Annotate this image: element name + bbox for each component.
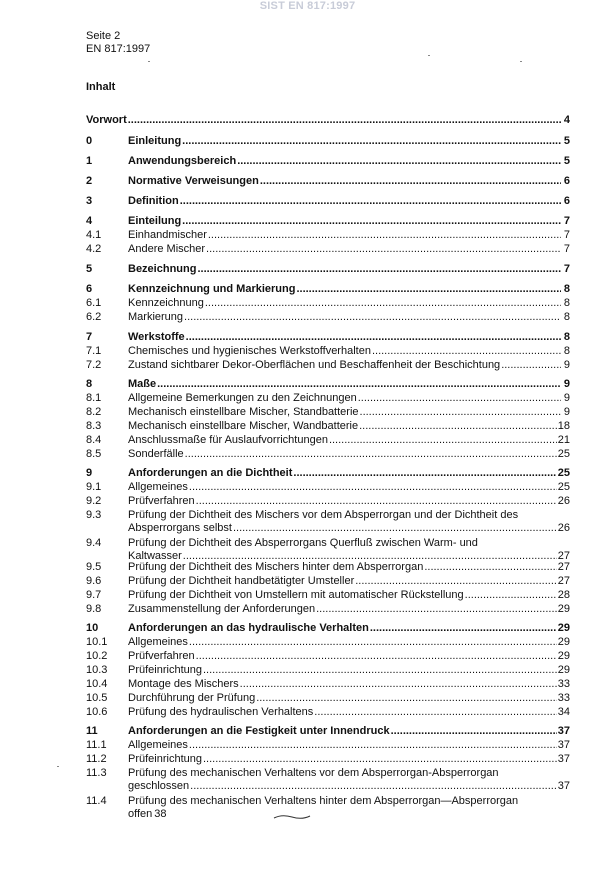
toc-entry-number: 5 <box>86 263 93 275</box>
toc-entry-number: 9.1 <box>86 481 102 493</box>
toc-entry-title: Prüfung der Dichtheit des Absperrorgans Querfluß zwischen Warm- und <box>128 537 478 549</box>
toc-dot-leader <box>233 522 557 535</box>
toc-entry-number: 10.1 <box>86 636 108 648</box>
toc-entry-title: Prüfung der Dichtheit von Umstellern mit automatischer Rückstellung <box>128 589 464 601</box>
scan-speck <box>148 61 150 62</box>
toc-entry-number: 6.2 <box>86 311 102 323</box>
toc-dot-leader <box>240 678 557 691</box>
toc-entry-number: 1 <box>86 155 93 167</box>
toc-entry-number: 10 <box>86 622 99 634</box>
toc-entry-number: 2 <box>86 175 93 187</box>
toc-entry-title: Mechanisch einstellbare Mischer, Standbatterie <box>128 406 359 418</box>
toc-entry-page: 26 <box>557 522 570 534</box>
toc-entry-title: Mechanisch einstellbare Mischer, Wandbatterie <box>128 420 359 432</box>
toc-dot-leader <box>203 753 557 766</box>
toc-entry-page: 34 <box>557 706 570 718</box>
toc-entry-page: 29 <box>557 636 570 648</box>
toc-entry-page: 37 <box>557 725 570 737</box>
toc-entry-number: 3 <box>86 195 93 207</box>
toc-entry-number: 4 <box>86 215 93 227</box>
toc-entry-page: 6 <box>563 195 570 207</box>
toc-entry-number: 8.2 <box>86 406 102 418</box>
toc-entry-number: 11.4 <box>86 795 107 807</box>
toc-entry-title: Anforderungen an die Festigkeit unter Innendruck <box>128 725 390 737</box>
toc-dot-leader <box>360 406 561 419</box>
toc-dot-leader <box>316 603 557 616</box>
toc-dot-leader <box>196 495 557 508</box>
toc-entry-title: Prüfverfahren <box>128 650 195 662</box>
toc-entry-page: 8 <box>563 311 570 323</box>
toc-entry-number: 8.4 <box>86 434 102 446</box>
toc-entry-title: Anwendungsbereich <box>128 155 237 167</box>
toc-dot-leader <box>501 359 561 372</box>
toc-dot-leader <box>256 692 557 705</box>
toc-entry-page: 33 <box>557 692 570 704</box>
toc-entry-page: 25 <box>557 481 570 493</box>
toc-entry-number: 0 <box>86 135 93 147</box>
toc-entry-number: 10.6 <box>86 706 108 718</box>
toc-entry-title-continued: offen <box>128 808 153 820</box>
toc-entry-title: Allgemeine Bemerkungen zu den Zeichnungen <box>128 392 357 404</box>
toc-entry-title: Vorwort <box>86 114 127 126</box>
toc-entry-number: 11.2 <box>86 753 107 765</box>
toc-entry-number: 6.1 <box>86 297 102 309</box>
toc-entry-title: Maße <box>128 378 157 390</box>
toc-entry-title: Definition <box>128 195 179 207</box>
toc-entry-page: 8 <box>563 331 570 343</box>
toc-entry-page: 5 <box>563 135 570 147</box>
toc-dot-leader <box>208 229 561 242</box>
watermark: SIST EN 817:1997 <box>259 0 356 12</box>
toc-dot-leader <box>424 561 556 574</box>
toc-entry-number: 8.1 <box>86 392 102 404</box>
scan-speck <box>428 55 430 56</box>
toc-entry-title: Zusammenstellung der Anforderungen <box>128 603 316 615</box>
scan-speck <box>57 766 59 767</box>
toc-entry-title: Einteilung <box>128 215 182 227</box>
toc-entry-page: 21 <box>557 434 570 446</box>
toc-entry-number: 10.2 <box>86 650 108 662</box>
toc-entry-number: 11 <box>86 725 98 737</box>
toc-dot-leader <box>296 283 561 296</box>
toc-dot-leader <box>186 331 561 344</box>
toc-entry-title: Durchführung der Prüfung <box>128 692 256 704</box>
toc-dot-leader <box>372 345 561 358</box>
toc-entry-title: Anschlussmaße für Auslaufvorrichtungen <box>128 434 328 446</box>
toc-entry-title: Prüfung des hydraulischen Verhaltens <box>128 706 314 718</box>
toc-entry-title: Bezeichnung <box>128 263 197 275</box>
toc-entry-page: 7 <box>563 215 570 227</box>
toc-entry-number: 7 <box>86 331 93 343</box>
toc-entry-title: Montage des Mischers <box>128 678 239 690</box>
scan-speck <box>520 61 522 62</box>
toc-entry-number: 10.4 <box>86 678 108 690</box>
toc-entry-title: Einleitung <box>128 135 182 147</box>
toc-dot-leader <box>182 135 561 148</box>
toc-entry-page: 25 <box>557 467 570 479</box>
toc-dot-leader <box>205 297 561 310</box>
toc-entry-number: 9 <box>86 467 93 479</box>
toc-entry-number: 10.5 <box>86 692 108 704</box>
toc-dot-leader <box>237 155 561 168</box>
toc-entry-number: 9.6 <box>86 575 102 587</box>
toc-entry-number: 7.2 <box>86 359 102 371</box>
toc-dot-leader <box>189 481 557 494</box>
toc-entry-title-continued: Absperrorgans selbst <box>128 522 232 534</box>
toc-dot-leader <box>206 243 561 256</box>
toc-entry-number: 8.5 <box>86 448 102 460</box>
toc-entry-number: 11.1 <box>86 739 107 751</box>
toc-entry-title: Normative Verweisungen <box>128 175 259 187</box>
toc-dot-leader <box>197 263 561 276</box>
toc-entry-page: 6 <box>563 175 570 187</box>
toc-entry-title: Prüfeinrichtung <box>128 664 202 676</box>
toc-entry-title: Anforderungen an die Dichtheit <box>128 467 293 479</box>
toc-entry-page: 27 <box>557 575 570 587</box>
toc-entry-title: Chemisches und hygienisches Werkstoffverhalten <box>128 345 371 357</box>
toc-dot-leader <box>358 392 561 405</box>
toc-dot-leader <box>359 420 557 433</box>
toc-entry-page: 8 <box>563 283 570 295</box>
toc-entry-title: Prüfverfahren <box>128 495 195 507</box>
toc-entry-number: 6 <box>86 283 93 295</box>
toc-entry-page: 29 <box>557 603 570 615</box>
toc-dot-leader <box>128 114 561 127</box>
toc-entry-page: 29 <box>557 650 570 662</box>
toc-entry-page: 25 <box>557 448 570 460</box>
toc-entry-page: 38 <box>154 808 167 820</box>
toc-dot-leader <box>180 195 561 208</box>
toc-entry-number: 9.8 <box>86 603 102 615</box>
toc-entry-number: 9.7 <box>86 589 102 601</box>
toc-dot-leader <box>185 448 557 461</box>
toc-entry-title-continued: geschlossen <box>128 780 190 792</box>
toc-entry-title: Allgemeines <box>128 636 188 648</box>
toc-entry-page: 37 <box>557 780 570 792</box>
toc-entry-title: Einhandmischer <box>128 229 207 241</box>
toc-dot-leader <box>314 706 556 719</box>
toc-entry-page: 33 <box>557 678 570 690</box>
toc-entry-title: Anforderungen an das hydraulische Verhalten <box>128 622 369 634</box>
toc-entry-page: 7 <box>563 263 570 275</box>
toc-entry-page: 28 <box>557 589 570 601</box>
toc-entry-number: 7.1 <box>86 345 102 357</box>
toc-entry-number: 11.3 <box>86 767 107 779</box>
toc-entry-page: 18 <box>557 420 570 432</box>
toc-entry-page: 29 <box>557 622 570 634</box>
toc-dot-leader <box>182 215 561 228</box>
toc-entry-title: Prüfeinrichtung <box>128 753 202 765</box>
toc-entry-page: 8 <box>563 297 570 309</box>
toc-entry-title: Prüfung der Dichtheit des Mischers vor dem Absperrorgan und der Dichtheit des <box>128 509 519 521</box>
toc-entry-number: 4.1 <box>86 229 102 241</box>
standard-id: EN 817:1997 <box>86 43 151 55</box>
toc-dot-leader <box>184 311 561 324</box>
toc-entry-title: Werkstoffe <box>128 331 185 343</box>
toc-dot-leader <box>190 780 557 793</box>
toc-entry-page: 9 <box>563 392 570 404</box>
toc-entry-title: Prüfung des mechanischen Verhaltens hinter dem Absperrorgan—Absperrorgan <box>128 795 519 807</box>
toc-dot-leader <box>465 589 557 602</box>
toc-entry-page: 7 <box>563 243 570 255</box>
toc-entry-title: Prüfung des mechanischen Verhaltens vor dem Absperrorgan-Absperrorgan <box>128 767 499 779</box>
toc-dot-leader <box>189 739 557 752</box>
toc-entry-page: 9 <box>563 406 570 418</box>
toc-entry-title: Andere Mischer <box>128 243 206 255</box>
toc-entry-page: 9 <box>563 378 570 390</box>
toc-entry-page: 29 <box>557 664 570 676</box>
toc-dot-leader <box>355 575 557 588</box>
toc-dot-leader <box>189 636 557 649</box>
toc-entry-title: Markierung <box>128 311 184 323</box>
toc-dot-leader <box>391 725 557 738</box>
toc-entry-page: 27 <box>557 550 570 562</box>
toc-entry-page: 4 <box>563 114 570 126</box>
toc-entry-number: 8.3 <box>86 420 102 432</box>
toc-entry-page: 27 <box>557 561 570 573</box>
toc-dot-leader <box>157 378 561 391</box>
toc-dot-leader <box>196 650 557 663</box>
toc-entry-page: 9 <box>563 359 570 371</box>
toc-entry-title: Prüfung der Dichtheit handbetätigter Umsteller <box>128 575 355 587</box>
toc-entry-number: 9.2 <box>86 495 102 507</box>
toc-entry-number: 4.2 <box>86 243 102 255</box>
toc-heading: Inhalt <box>86 81 116 93</box>
toc-entry-title: Sonderfälle <box>128 448 184 460</box>
toc-dot-leader <box>260 175 561 188</box>
toc-entry-number: 9.5 <box>86 561 102 573</box>
toc-entry-number: 10.3 <box>86 664 108 676</box>
page-number: Seite 2 <box>86 30 121 42</box>
toc-entry-number: 8 <box>86 378 93 390</box>
toc-entry-page: 37 <box>557 739 570 751</box>
toc-entry-page: 5 <box>563 155 570 167</box>
toc-dot-leader <box>203 664 557 677</box>
toc-entry-page: 7 <box>563 229 570 241</box>
toc-entry-title: Kennzeichnung <box>128 297 204 309</box>
toc-entry-page: 37 <box>557 753 570 765</box>
toc-entry-number: 9.4 <box>86 537 102 549</box>
toc-entry-title-continued: Kaltwasser <box>128 550 182 562</box>
toc-entry-title: Kennzeichnung und Markierung <box>128 283 296 295</box>
toc-entry-page: 8 <box>563 345 570 357</box>
toc-dot-leader <box>329 434 557 447</box>
handwritten-squiggle <box>272 813 312 821</box>
toc-entry-title: Zustand sichtbarer Dekor-Oberflächen und Beschaffenheit der Beschichtung <box>128 359 501 371</box>
toc-entry-number: 9.3 <box>86 509 102 521</box>
toc-entry-page: 26 <box>557 495 570 507</box>
toc-dot-leader <box>370 622 557 635</box>
toc-dot-leader <box>293 467 556 480</box>
toc-entry-title: Allgemeines <box>128 739 188 751</box>
toc-entry-title: Prüfung der Dichtheit des Mischers hinter dem Absperrorgan <box>128 561 424 573</box>
toc-entry-title: Allgemeines <box>128 481 188 493</box>
